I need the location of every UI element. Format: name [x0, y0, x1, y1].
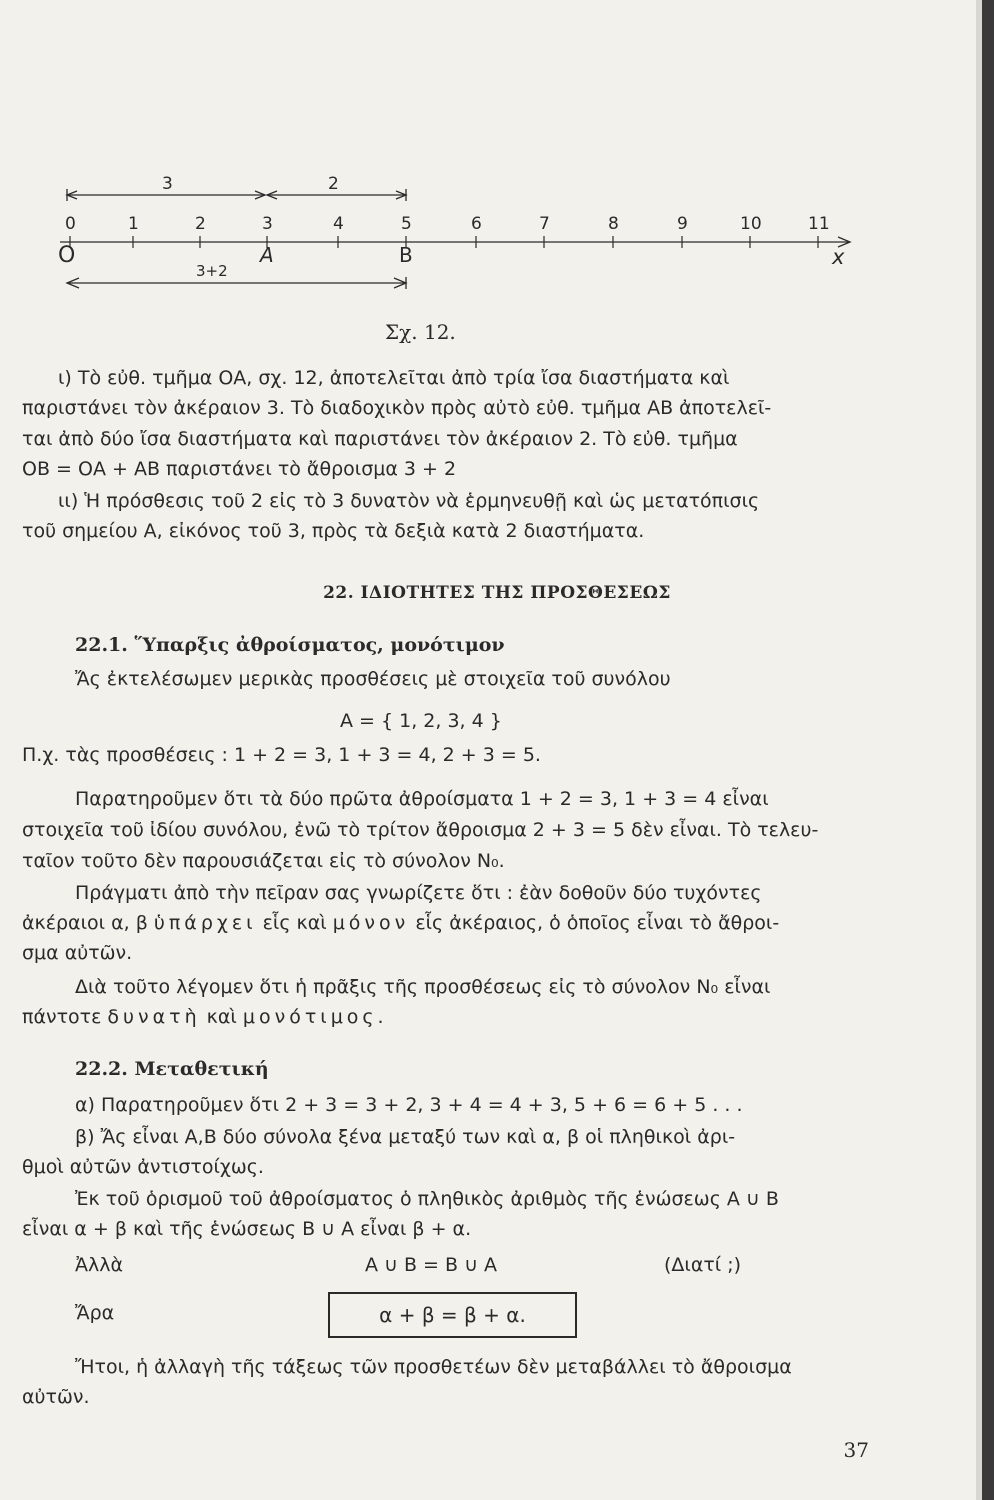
text-line: Ἐκ τοῦ ὁρισμοῦ τοῦ ἀθροίσματος ὁ πληθικὸς ἀριθμὸς τῆς ἑνώσεως Α ∪ Β [75, 1188, 779, 1210]
text-line: σμα αὐτῶν. [22, 942, 133, 964]
text-line: θμοὶ αὐτῶν ἀντιστοίχως. [22, 1156, 264, 1178]
figure-caption: Σχ. 12. [385, 320, 456, 344]
page-number: 37 [843, 1438, 869, 1462]
text-line: ΟΒ = ΟΑ + ΑΒ παριστάνει τὸ ἄθροισμα 3 + 2 [22, 458, 457, 480]
text-line: ταῖον τοῦτο δὲν παρουσιάζεται εἰς τὸ σύνολον N₀. [22, 850, 505, 872]
text-line: Πράγματι ἀπὸ τὴν πεῖραν σας γνωρίζετε ὅτι : ἐὰν δοθοῦν δύο τυχόντες [75, 882, 762, 904]
text-line: α) Παρατηροῦμεν ὅτι 2 + 3 = 3 + 2, 3 + 4 = 4 + 3, 5 + 6 = 6 + 5 . . . [75, 1094, 743, 1116]
set-definition: A = { 1, 2, 3, 4 } [340, 710, 502, 732]
text-line: ἀκέραιοι α, β ὑπάρχει εἷς καὶ μόνον εἷς ἀκέραιος, ὁ ὁποῖος εἶναι τὸ ἄθροι- [22, 912, 780, 934]
tick-label: 1 [128, 214, 139, 234]
text-line: πάντοτε δυνατὴ καὶ μονότιμος. [22, 1006, 388, 1028]
text-line: β) Ἄς εἶναι Α,Β δύο σύνολα ξένα μεταξύ των καὶ α, β οἱ πληθικοὶ ἀρι- [75, 1126, 736, 1148]
text-line: στοιχεῖα τοῦ ἰδίου συνόλου, ἐνῶ τὸ τρίτον ἄθροισμα 2 + 3 = 5 δὲν εἶναι. Τὸ τελευ- [22, 819, 819, 841]
page-edge [982, 0, 994, 1500]
text-line: ιι) Ἡ πρόσθεσις τοῦ 2 εἰς τὸ 3 δυνατὸν νὰ ἑρμηνευθῇ καὶ ὡς μετατόπισις [58, 490, 760, 512]
text-line: ι) Τὸ εὐθ. τμῆμα ΟΑ, σχ. 12, ἀποτελεῖται ἀπὸ τρία ἴσα διαστήματα καὶ [58, 367, 730, 389]
text-line: Ἤτοι, ἡ ἀλλαγὴ τῆς τάξεως τῶν προσθετέων δὲν μεταβάλλει τὸ ἄθροισμα [75, 1356, 792, 1378]
subsection-heading: 22.2. Μεταθετική [75, 1058, 269, 1080]
text-line: Ἀλλὰ [75, 1254, 124, 1276]
tick-label: 0 [65, 214, 76, 234]
section-heading: 22. ΙΔΙΟΤΗΤΕΣ ΤΗΣ ΠΡΟΣΘΕΣΕΩΣ [323, 583, 671, 603]
tick-label: 4 [333, 214, 344, 234]
equation: Α ∪ Β = Β ∪ Α [365, 1254, 498, 1276]
subsection-heading: 22.1. Ὕπαρξις ἀθροίσματος, μονότιμον [75, 634, 505, 656]
text-line: Διὰ τοῦτο λέγομεν ὅτι ἡ πρᾶξις τῆς προσθέσεως εἰς τὸ σύνολον N₀ εἶναι [75, 976, 771, 998]
text-line: Ἄς ἐκτελέσωμεν μερικὰς προσθέσεις μὲ στοιχεῖα τοῦ συνόλου [75, 668, 671, 690]
example-line: Π.χ. τὰς προσθέσεις : 1 + 2 = 3, 1 + 3 = 4, 2 + 3 = 5. [22, 744, 541, 766]
number-line-figure [50, 160, 870, 310]
tick-label: 7 [539, 214, 550, 234]
brace-label-2: 2 [328, 174, 339, 194]
tick-label: 6 [471, 214, 482, 234]
tick-label: 9 [677, 214, 688, 234]
text-line: παριστάνει τὸν ἀκέραιον 3. Τὸ διαδοχικὸν πρὸς αὐτὸ εὐθ. τμῆμα ΑΒ ἀποτελεῖ- [22, 397, 772, 419]
text-line: Παρατηροῦμεν ὅτι τὰ δύο πρῶτα ἀθροίσματα 1 + 2 = 3, 1 + 3 = 4 εἶναι [75, 788, 769, 810]
point-label-B: B [399, 243, 413, 267]
text-line: εἶναι α + β καὶ τῆς ἑνώσεως Β ∪ Α εἶναι β + α. [22, 1218, 472, 1240]
boxed-formula: α + β = β + α. [328, 1292, 577, 1338]
tick-label: 3 [262, 214, 273, 234]
text-line: Ἄρα [75, 1302, 115, 1324]
axis-label-x: x [832, 245, 845, 269]
text-line: (Διατί ;) [664, 1254, 742, 1276]
brace-label-3: 3 [162, 174, 173, 194]
tick-label: 8 [608, 214, 619, 234]
tick-label: 10 [740, 214, 762, 234]
text-line: τοῦ σημείου Α, εἰκόνος τοῦ 3, πρὸς τὰ δεξιὰ κατὰ 2 διαστήματα. [22, 520, 645, 542]
text-line: αὐτῶν. [22, 1386, 90, 1408]
brace-label-3plus2: 3+2 [196, 262, 228, 280]
text-line: ται ἀπὸ δύο ἴσα διαστήματα καὶ παριστάνει τὸν ἀκέραιον 2. Τὸ εὐθ. τμῆμα [22, 428, 738, 450]
tick-label: 11 [808, 214, 830, 234]
tick-label: 2 [195, 214, 206, 234]
point-label-O: O [58, 243, 76, 268]
tick-label: 5 [401, 214, 412, 234]
point-label-A: A [260, 243, 274, 267]
